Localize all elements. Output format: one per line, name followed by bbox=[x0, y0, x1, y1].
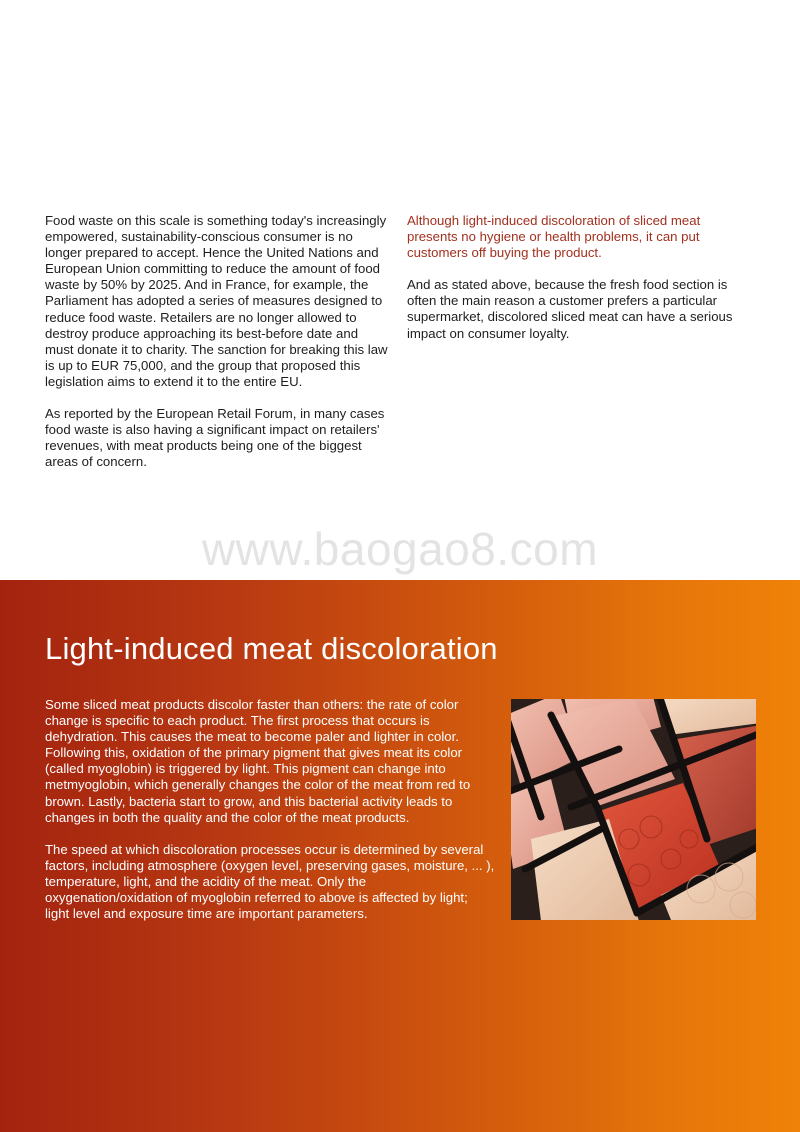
left-text-column bbox=[45, 213, 390, 486]
discoloration-process-paragraph: Some sliced meat products discolor faster than others: the rate of color change is specific to each product. The first process that occurs is dehydration. This causes the meat to become paler and lighter in color. Following this, oxidation of the primary pigment that gives meat its color (called myoglobin) is triggered by light. This pigment can change into metmyoglobin, which generally changes the color of the meat from red to brown. Lastly, bacteria start to grow, and this bacterial activity leads to changes in both the quality and the color of the meat products. bbox=[45, 697, 471, 825]
discoloration-section bbox=[0, 580, 800, 1132]
sliced-meat-photo bbox=[511, 699, 756, 920]
consumer-loyalty-paragraph: And as stated above, because the fresh food section is often the main reason a customer prefers a particular supermarket, discolored sliced meat can have a serious impact on consumer loyalty. bbox=[407, 277, 733, 341]
section-title: Light-induced meat discoloration bbox=[45, 631, 498, 666]
discoloration-factors-paragraph: The speed at which discoloration processes occur is determined by several factors, including atmosphere (oxygen level, preserving gases, moisture, ... ), temperature, light, and the acidity of the meat. Only the oxygenation/oxidation of myoglobin referred to above is affected by light; light level and exposure time are important parameters. bbox=[45, 841, 495, 922]
right-text-column bbox=[407, 213, 752, 358]
food-waste-paragraph: Food waste on this scale is something today's increasingly empowered, sustainability-conscious consumer is no longer prepared to accept. Hence the United Nations and European Union committing to reduce the amount of food waste by 50% by 2025. And in France, for example, the Parliament has adopted a series of measures designed to reduce food waste. Retailers are no longer allowed to destroy produce approaching its best-before date and must donate it to charity. The sanction for breaking this law is up to EUR 75,000, and the group that proposed this legislation aims to extend it to the entire EU. bbox=[45, 213, 388, 389]
sliced-meat-trays-image bbox=[511, 699, 756, 920]
section-text bbox=[45, 697, 495, 938]
retail-forum-paragraph: As reported by the European Retail Forum, in many cases food waste is also having a significant impact on retailers' revenues, with meat products being one of the biggest areas of concern. bbox=[45, 406, 385, 470]
highlight-paragraph: Although light-induced discoloration of sliced meat presents no hygiene or health problems, it can put customers off buying the product. bbox=[407, 213, 701, 261]
watermark: www.baogao8.com bbox=[201, 523, 599, 575]
